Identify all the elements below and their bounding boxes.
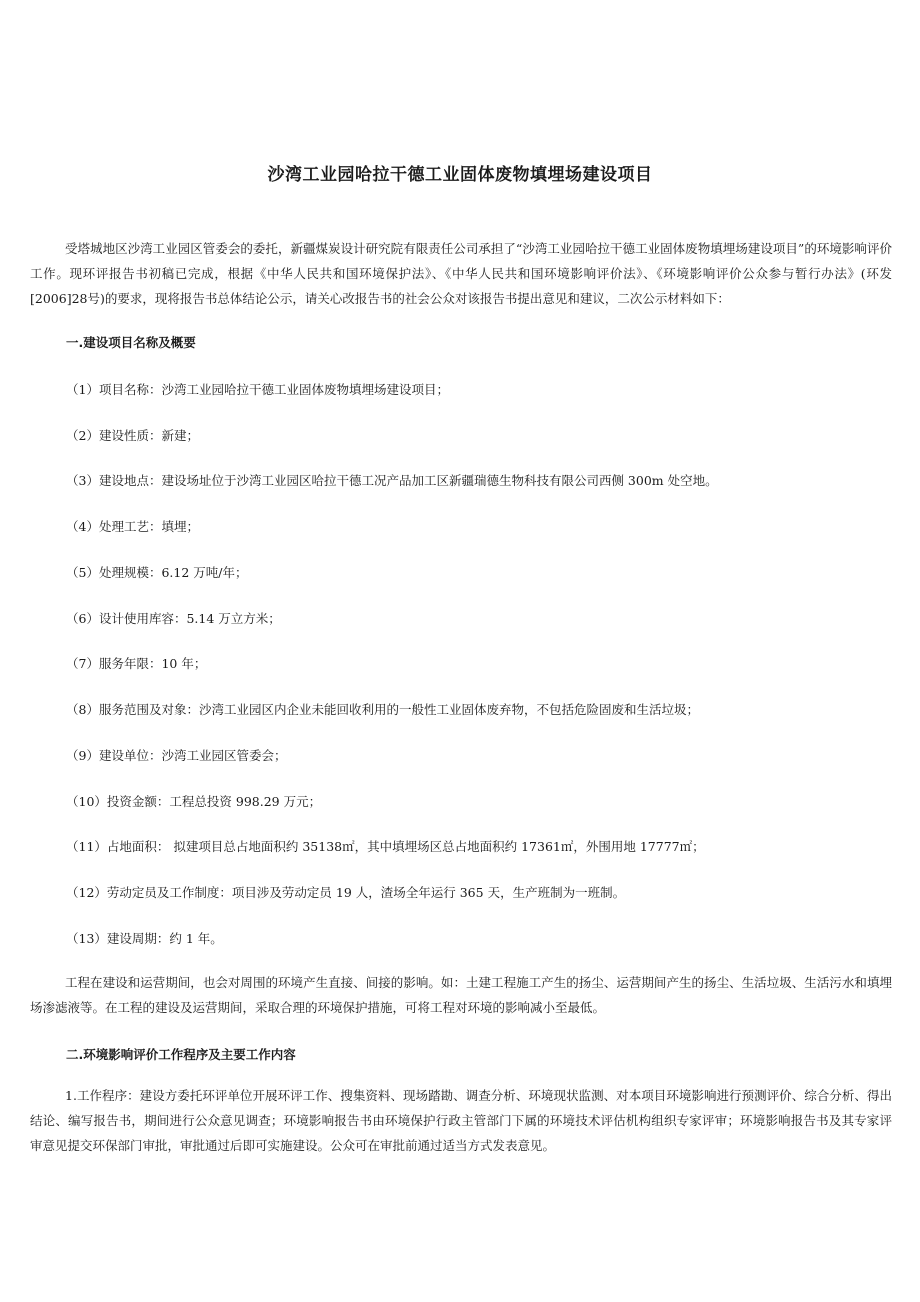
list-item: （9）建设单位：沙湾工业园区管委会；	[66, 748, 287, 763]
list-item: （12）劳动定员及工作制度：项目涉及劳动定员 19 人，渣场全年运行 365 天，生产班制为一班制。	[66, 885, 626, 900]
list-item: （11）占地面积： 拟建项目总占地面积约 35138㎡，其中填埋场区总占地面积约 17361㎡，外围用地 17777㎡；	[66, 839, 705, 854]
list-item: （13）建设周期：约 1 年。	[66, 931, 223, 946]
list-item: （7）服务年限：10 年；	[66, 656, 207, 671]
section1-heading: 一.建设项目名称及概要	[66, 335, 196, 350]
impact-paragraph: 工程在建设和运营期间，也会对周围的环境产生直接、间接的影响。如：土建工程施工产生的扬尘、运营期间产生的扬尘、生活垃圾、生活污水和填埋场渗滤液等。在工程的建设及运营期间，采取合理的环境保护措施，可将工程对环境的影响减小至最低。	[30, 975, 892, 1015]
list-item: （4）处理工艺：填埋；	[66, 519, 199, 534]
list-item: （2）建设性质：新建；	[66, 428, 199, 443]
intro-paragraph: 受塔城地区沙湾工业园区管委会的委托，新疆煤炭设计研究院有限责任公司承担了“沙湾工业园哈拉干德工业固体废物填埋场建设项目”的环境影响评价工作。现环评报告书初稿已完成，根据《中华人民共和国环境保护法》、《中华人民共和国环境影响评价法》、《环境影响评价公众参与暂行办法》(环发[2006]28号)的要求，现将报告书总体结论公示，请关心改报告书的社会公众对该报告书提出意见和建议，二次公示材料如下：	[30, 241, 892, 306]
section2-heading: 二.环境影响评价工作程序及主要工作内容	[66, 1047, 296, 1062]
list-item: （3）建设地点：建设场址位于沙湾工业园区哈拉干德工况产品加工区新疆瑞德生物科技有限公司西侧 300m 处空地。	[66, 473, 718, 488]
list-item: （8）服务范围及对象：沙湾工业园区内企业未能回收利用的一般性工业固体废弃物，不包括危险固废和生活垃圾；	[66, 702, 699, 717]
list-item: （5）处理规模：6.12 万吨/年；	[66, 565, 248, 580]
list-item: （10）投资金额：工程总投资 998.29 万元；	[66, 794, 322, 809]
list-item: （1）项目名称：沙湾工业园哈拉干德工业固体废物填埋场建设项目；	[66, 382, 449, 397]
page-title: 沙湾工业园哈拉干德工业固体废物填埋场建设项目	[267, 165, 653, 185]
list-item: （6）设计使用库容：5.14 万立方米；	[66, 611, 281, 626]
section2-paragraph: 1.工作程序：建设方委托环评单位开展环评工作、搜集资料、现场踏勘、调查分析、环境现状监测、对本项目环境影响进行预测评价、综合分析、得出结论、编写报告书，期间进行公众意见调查；环境影响报告书由环境保护行政主管部门下属的环境技术评估机构组织专家评审；环境影响报告书及其专家评审意见提交环保部门审批，审批通过后即可实施建设。公众可在审批前通过适当方式发表意见。	[30, 1088, 892, 1153]
